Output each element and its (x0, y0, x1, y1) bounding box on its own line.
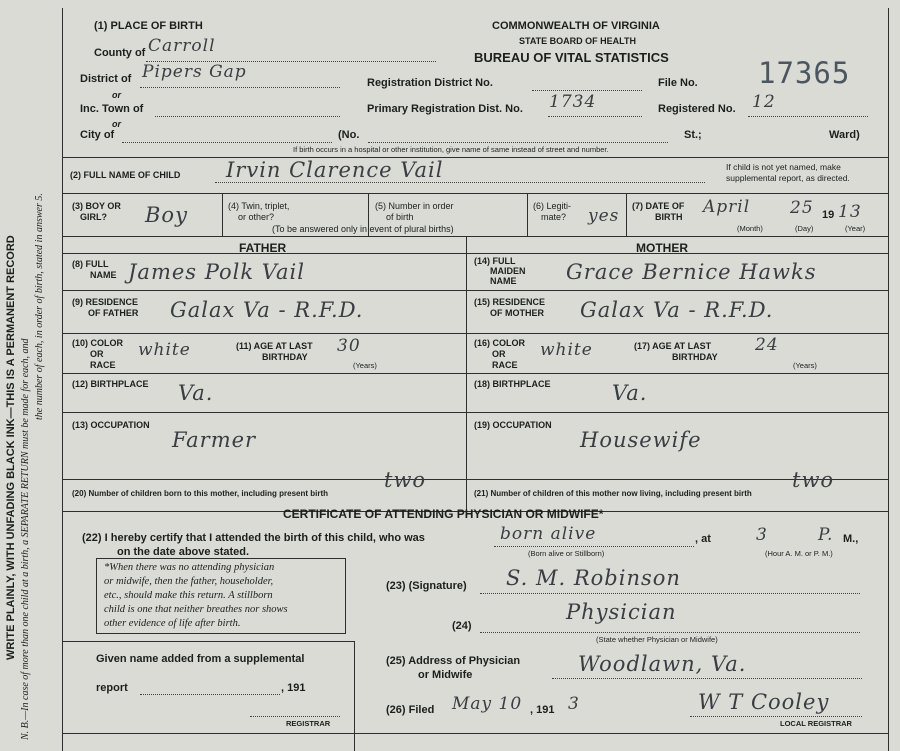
father-birthplace-value: Va. (178, 381, 214, 405)
margin-instruction: WRITE PLAINLY, WITH UNFADING BLACK INK—THIS IS A PERMANENT RECORD (5, 235, 17, 660)
father-age-label: (11) AGE AT LAST (236, 341, 313, 351)
children-born-label: (20) Number of children born to this mother, including present birth (72, 489, 329, 498)
mother-color-label: (16) COLOR (474, 338, 526, 348)
birth-year: 13 (838, 202, 862, 222)
sex-value: Boy (145, 203, 188, 227)
twin-label: (4) Twin, triplet, (228, 201, 290, 211)
frame-left (62, 8, 63, 751)
commonwealth-heading: COMMONWEALTH OF VIRGINIA (492, 20, 660, 32)
physician-address-label: (25) Address of Physician (386, 655, 521, 667)
mother-heading: MOTHER (636, 241, 688, 255)
county-value: Carroll (148, 36, 216, 56)
district-value: Pipers Gap (142, 62, 247, 82)
father-birthplace-label: (12) BIRTHPLACE (72, 379, 149, 389)
mother-occupation-value: Housewife (580, 428, 702, 452)
mother-residence-label: (15) RESIDENCE (474, 297, 546, 307)
not-named-note-1: If child is not yet named, make (726, 162, 841, 172)
father-color-value: white (138, 340, 191, 360)
plural-births-note: (To be answered only in event of plural births) (272, 224, 454, 234)
file-no-label: File No. (658, 77, 698, 89)
children-born-value: two (384, 468, 427, 492)
frame-right (888, 8, 889, 751)
date-of-birth-label: (7) DATE OF (632, 201, 685, 211)
hospital-note: If birth occurs in a hospital or other institution, give name of same instead of street and number. (293, 145, 609, 154)
physician-signature: S. M. Robinson (506, 566, 681, 590)
birth-ampm-value: P. (818, 525, 834, 545)
children-living-label: (21) Number of children of this mother now living, including present birth (474, 489, 752, 498)
legitimate-value: yes (588, 206, 620, 226)
instructions-box: *When there was no attending physician or midwife, then the father, householder, etc., should make this return. A stillborn child is one that neither breathes nor shows other evidence of life after birth. (96, 558, 346, 634)
mother-name-label: (14) FULL (474, 256, 516, 266)
bureau-heading: BUREAU OF VITAL STATISTICS (474, 50, 669, 65)
father-residence-value: Galax Va - R.F.D. (170, 298, 364, 322)
street-no-label: (No. (338, 129, 360, 141)
father-age-value: 30 (337, 336, 361, 356)
children-living-value: two (792, 468, 835, 492)
birth-certificate-form: WRITE PLAINLY, WITH UNFADING BLACK INK—THIS IS A PERMANENT RECORD N. B.—In case of more than one child at a birth, a SEPARATE RETURN must be made for each, and the number of each, in order of birth, stated in answer 5. (1) PLACE OF BIRTH COMMONWEALTH OF VIRGINIA STATE BOARD OF HEALTH BUREAU OF VITAL STATISTICS County of Carroll District of Pipers Gap or Inc. Town of or City of Registration District No. File No. 17365 Primary Registration Dist. No. 1734 Registered No. 12 (No. St.; Ward) If birth occurs in a hospital or other institution, give name of same instead of street and number. (2) FULL NAME OF CHILD Irvin Clarence Vail If child is not yet named, make supplemental report, as directed. (3) BOY OR GIRL? Boy (4) Twin, triplet, or other? (5) Number in order of birth (To be answered only in event of plural births) (6) Legiti- mate? yes (7) DATE OF BIRTH April 25 19 13 (Month) (Day) (Year) FATHER MOTHER (8) FULL NAME James Polk Vail (9) RESIDENCE OF FATHER Galax Va - R.F.D. (10) COLOR OR RACE white (11) AGE AT LAST BIRTHDAY 30 (Years) (12) BIRTHPLACE Va. (13) OCCUPATION Farmer (14) FULL MAIDEN NAME Grace Bernice Hawks (15) RESIDENCE OF MOTHER Galax Va - R.F.D. (16) COLOR OR RACE white (17) AGE AT LAST BIRTHDAY 24 (Years) (18) BIRTHPLACE Va. (19) OCCUPATION Housewife (20) Number of children born to this mother, including present birth two (21) Number of children of this mother now living, including present birth two CERTIFICATE OF ATTENDING PHYSICIAN OR MIDWIFE* (22) I hereby certify that I attended the birth of this child, who was on the date above stated. born alive (Born alive or Stillborn) , at 3 P. M., (Hour A. M. or P. M.) *When there was no attending physician or midwife, then the father, householder, etc., should make this return. A stillborn child is one that neither breathes nor shows other evidence of life after birth. (23) (Signature) S. M. Robinson (24) Physician (State whether Physician or Midwife) (25) Address of Physician or Midwife Woodlawn, Va. (26) Filed May 10 , 191 3 W T Cooley LOCAL REGISTRAR Given name added from a supplemental report , 191 REGISTRAR (0, 0, 900, 751)
child-name-value: Irvin Clarence Vail (226, 158, 444, 182)
filed-year: 3 (568, 694, 580, 714)
margin-note-1: N. B.—In case of more than one child at a birth, a SEPARATE RETURN must be made for each, and (20, 338, 31, 740)
physician-title: Physician (566, 600, 677, 624)
street-label: St.; (684, 129, 702, 141)
father-residence-label: (9) RESIDENCE (72, 297, 139, 307)
father-occupation-value: Farmer (172, 428, 257, 452)
board-heading: STATE BOARD OF HEALTH (519, 36, 636, 46)
birth-month: April (703, 197, 751, 217)
primary-registration-value: 1734 (549, 92, 597, 112)
ward-label: Ward) (829, 129, 860, 141)
physician-address-value: Woodlawn, Va. (578, 652, 747, 676)
birth-hour-value: 3 (756, 525, 768, 545)
father-color-label: (10) COLOR (72, 338, 124, 348)
file-number: 17365 (758, 56, 851, 90)
mother-birthplace-label: (18) BIRTHPLACE (474, 379, 551, 389)
certificate-heading: CERTIFICATE OF ATTENDING PHYSICIAN OR MIDWIFE* (283, 507, 604, 521)
legitimate-label: (6) Legiti- (533, 201, 572, 211)
filed-date: May 10 (452, 694, 523, 714)
child-name-label: (2) FULL NAME OF CHILD (70, 170, 181, 180)
inc-town-label: Inc. Town of (80, 103, 144, 115)
order-label: (5) Number in order (375, 201, 454, 211)
mother-name-value: Grace Bernice Hawks (566, 260, 817, 284)
mother-occupation-label: (19) OCCUPATION (474, 420, 552, 430)
not-named-note-2: supplemental report, as directed. (726, 173, 850, 183)
county-label: County of (94, 47, 146, 59)
filed-label: (26) Filed (386, 704, 435, 716)
born-alive-value: born alive (500, 524, 597, 544)
district-label: District of (80, 73, 132, 85)
father-occupation-label: (13) OCCUPATION (72, 420, 150, 430)
supplemental-label: Given name added from a supplemental (96, 653, 305, 665)
mother-birthplace-value: Va. (612, 381, 648, 405)
mother-age-label: (17) AGE AT LAST (634, 341, 712, 351)
father-name-label: (8) FULL (72, 259, 109, 269)
registered-no-label: Registered No. (658, 103, 736, 115)
margin-note-2: the number of each, in order of birth, stated in answer 5. (34, 193, 45, 420)
mother-age-value: 24 (755, 335, 779, 355)
mother-color-value: white (540, 340, 593, 360)
father-name-value: James Polk Vail (128, 260, 305, 284)
registered-no-value: 12 (752, 92, 776, 112)
primary-registration-label: Primary Registration Dist. No. (367, 103, 523, 115)
birth-day: 25 (790, 198, 814, 218)
father-heading: FATHER (239, 241, 287, 255)
title-label: (24) (452, 620, 472, 632)
registration-district-label: Registration District No. (367, 77, 493, 89)
place-of-birth-heading: (1) PLACE OF BIRTH (94, 20, 203, 32)
certification-statement: (22) I hereby certify that I attended the birth of this child, who was (82, 532, 425, 544)
signature-label: (23) (Signature) (386, 580, 467, 592)
sex-label: (3) BOY OR (72, 201, 121, 211)
mother-residence-value: Galax Va - R.F.D. (580, 298, 774, 322)
city-label: City of (80, 129, 115, 141)
registrar-signature: W T Cooley (698, 690, 830, 714)
